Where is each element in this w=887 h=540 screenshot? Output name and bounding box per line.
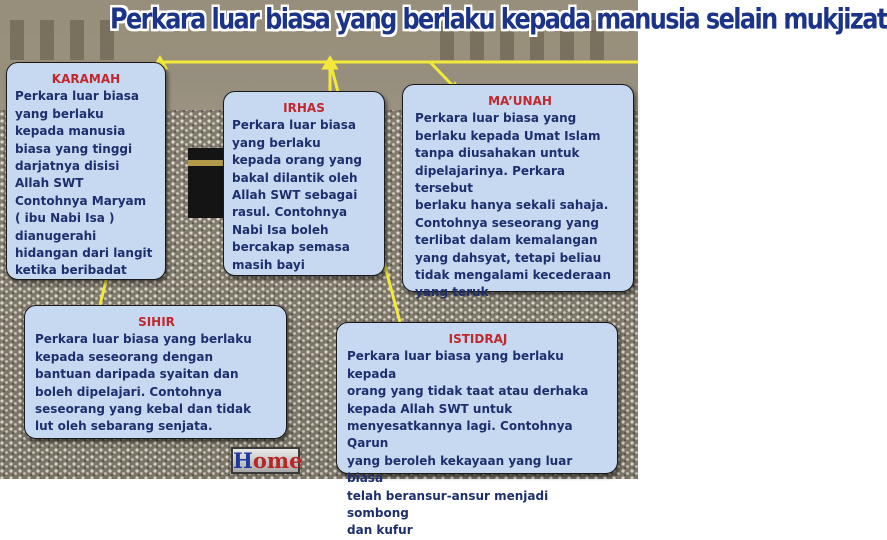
slide-title: Perkara luar biasa yang berlaku kepada manusia selain mukjizat (110, 2, 887, 36)
maunah-box (402, 84, 634, 300)
irhas-box (223, 91, 385, 276)
istidraj-box (336, 322, 618, 538)
karamah-title: KARAMAH (51, 72, 121, 86)
maunah-title: MA’UNAH (488, 94, 552, 108)
home-button-rest: ome (252, 448, 303, 473)
sihir-text: Perkara luar biasa yang berlaku kepada seseorang dengan bantuan daripada syaitan dan boleh dipelajari. Contohnya seseorang yang kebal dan tidak lut oleh sebarang senjata. (35, 332, 252, 434)
sihir-title: SIHIR (138, 315, 175, 329)
istidraj-title: ISTIDRAJ (448, 332, 508, 346)
karamah-text: Perkara luar biasa yang berlaku kepada manusia biasa yang tinggi darjatnya disisi Allah SWT Contohnya Maryam ( ibu Nabi Isa ) dianugerahi hidangan dari langit ketika beribadat (15, 89, 153, 278)
irhas-title: IRHAS (283, 101, 325, 115)
karamah-box (6, 62, 166, 280)
connector-arrowhead (324, 58, 336, 68)
sihir-box (24, 305, 287, 439)
irhas-text: Perkara luar biasa yang berlaku kepada orang yang bakal dilantik oleh Allah SWT sebagai rasul. Contohnya Nabi Isa boleh bercakap semasa masih bayi (232, 118, 362, 272)
home-button-first-letter: H (233, 448, 253, 473)
maunah-text: Perkara luar biasa yang berlaku kepada Umat Islam tanpa diusahakan untuk dipelajarinya. Perkara tersebut berlaku hanya sekali sahaja. Contohnya seseorang yang terlibat dalam kemalangan yang dahsyat, tetapi beliau tidak mengalami kecederaan yang teruk (415, 111, 612, 300)
istidraj-text: Perkara luar biasa yang berlaku kepada orang yang tidak taat atau derhaka kepada Allah SWT untuk menyesatkannya lagi. Contohnya Qarun yang beroleh kekayaan yang luar biasa telah beransur-ansur menjadi sombong dan kufur (347, 349, 589, 538)
home-button[interactable] (231, 447, 303, 474)
